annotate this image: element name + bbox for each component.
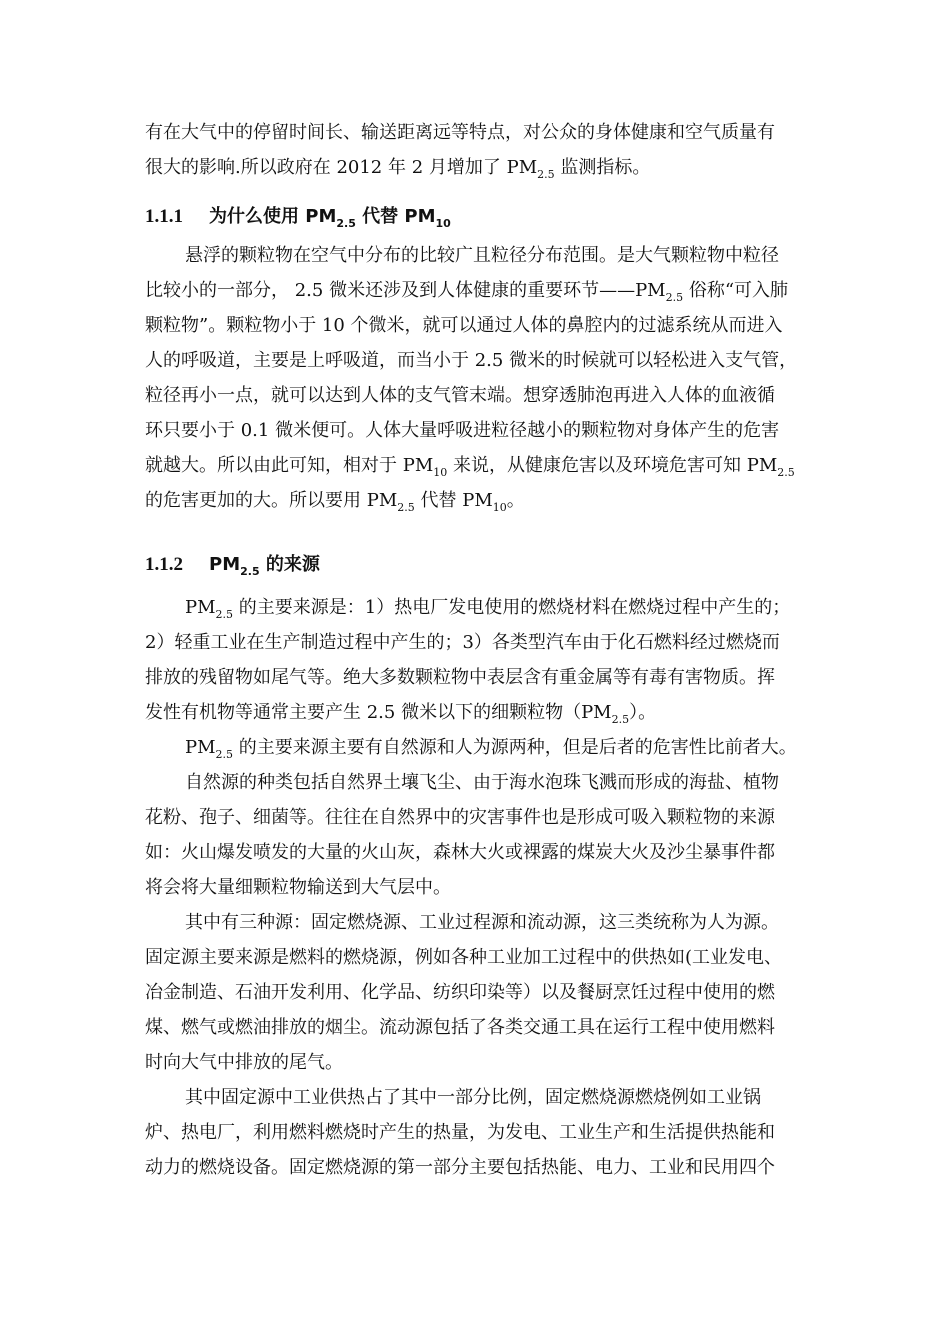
text-line: 人的呼吸道，主要是上呼吸道，而当小于 2.5 微米的时候就可以轻松进入支气管， (145, 350, 798, 371)
text-line: 有在大气中的停留时间长、输送距离远等特点，对公众的身体健康和空气质量有 (145, 122, 775, 143)
paragraph-sources (145, 590, 810, 1185)
text-line: 2）轻重工业在生产制造过程中产生的；3）各类型汽车由于化石燃料经过燃烧而 (145, 632, 780, 653)
text-line: 就越大。所以由此可知，相对于 $PM_{10}$ 来说，从健康危害以及环境危害可知 $PM_{2.5}$ (145, 455, 795, 479)
section-heading-1-1-1: 1.1.1 为什么使用 $PM_{2.5}$ 代替 $PM_{10}$ (145, 206, 451, 230)
text-line: 动力的燃烧设备。固定燃烧源的第一部分主要包括热能、电力、工业和民用四个 (145, 1157, 775, 1178)
text-line: 颗粒物”。颗粒物小于 10 个微米，就可以通过人体的鼻腔内的过滤系统从而进入 (145, 315, 783, 336)
text-line: 固定源主要来源是燃料的燃烧源，例如各种工业加工过程中的供热如(工业发电、 (145, 947, 783, 968)
text-line: 发性有机物等通常主要产生 2.5 微米以下的细颗粒物$(PM_{2.5})$。 (145, 702, 657, 726)
heading-number: 1.1.1 (145, 206, 183, 227)
text-line: $PM_{2.5}$ 的主要来源是：1）热电厂发电使用的燃烧材料在燃烧过程中产生的； (185, 597, 791, 621)
text-line: 环只要小于 0.1 微米便可。人体大量呼吸进粒径越小的颗粒物对身体产生的危害 (145, 420, 780, 441)
text-line: 如：火山爆发喷发的大量的火山灰，森林大火或裸露的煤炭大火及沙尘暴事件都 (145, 842, 775, 863)
text-line: 其中有三种源：固定燃烧源、工业过程源和流动源，这三类统称为人为源。 (185, 912, 779, 933)
text-line: 其中固定源中工业供热占了其中一部分比例，固定燃烧源燃烧例如工业锅 (185, 1087, 761, 1108)
text-line: 炉、热电厂，利用燃料燃烧时产生的热量，为发电、工业生产和生活提供热能和 (145, 1122, 775, 1143)
text-line: $PM_{2.5}$ 的主要来源主要有自然源和人为源两种，但是后者的危害性比前者大。 (185, 737, 797, 761)
text-line: 将会将大量细颗粒物输送到大气层中。 (145, 877, 451, 898)
text-line: 的危害更加的大。所以要用 $PM_{2.5}$ 代替 $PM_{10}$。 (145, 490, 525, 514)
paragraph-intro-end (145, 115, 810, 185)
heading-number: 1.1.2 (145, 554, 183, 575)
text-line: 时向大气中排放的尾气。 (145, 1052, 343, 1073)
text-line: 花粉、孢子、细菌等。往往在自然界中的灾害事件也是形成可吸入颗粒物的来源 (145, 807, 775, 828)
text-line: 排放的残留物如尾气等。绝大多数颗粒物中表层含有重金属等有毒有害物质。挥 (145, 667, 775, 688)
text-line: 很大的影响.所以政府在 2012 年 2 月增加了 $PM_{2.5}$ 监测指标。 (145, 157, 651, 181)
text-line: 自然源的种类包括自然界土壤飞尘、由于海水泡珠飞溅而形成的海盐、植物 (185, 772, 779, 793)
text-line: 比较小的一部分， 2.5 微米还涉及到人体健康的重要环节$——PM_{2.5}$ 俗称“可入肺 (145, 280, 789, 304)
text-line: 冶金制造、石油开发利用、化学品、纺织印染等）以及餐厨烹饪过程中使用的燃 (145, 982, 775, 1003)
text-line: 粒径再小一点，就可以达到人体的支气管末端。想穿透肺泡再进入人体的血液循 (145, 385, 775, 406)
section-heading-1-1-2: 1.1.2 $PM_{2.5}$ 的来源 (145, 554, 320, 578)
text-line: 悬浮的颗粒物在空气中分布的比较广且粒径分布范围。是大气颗粒物中粒径 (185, 245, 779, 266)
paragraph-why-pm25 (145, 238, 810, 518)
text-line: 煤、燃气或燃油排放的烟尘。流动源包括了各类交通工具在运行工程中使用燃料 (145, 1017, 775, 1038)
